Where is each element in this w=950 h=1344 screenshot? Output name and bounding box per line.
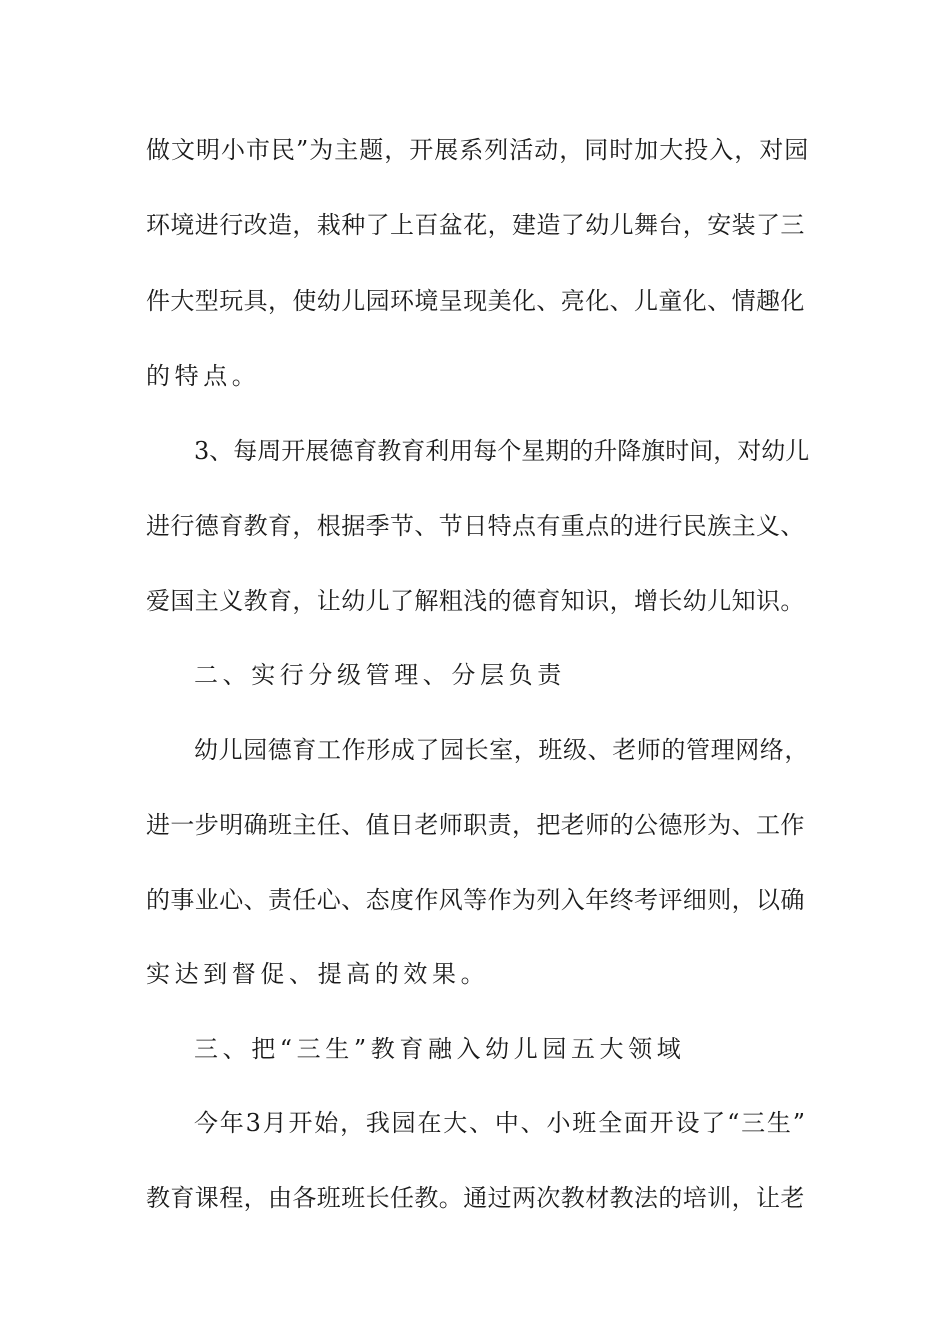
text-line: 爱国主义教育，让幼儿了解粗浅的德育知识，增长幼儿知识。 (146, 587, 805, 615)
paragraph-start-line: 今年3月开始，我园在大、中、小班全面开设了“三生” (194, 1109, 807, 1137)
text-line: 件大型玩具，使幼儿园环境呈现美化、亮化、儿童化、情趣化 (146, 287, 805, 315)
text-line: 做文明小市民”为主题，开展系列活动，同时加大投入，对园 (146, 136, 810, 164)
text-line: 的特点。 (146, 362, 261, 390)
paragraph-start-line: 幼儿园德育工作形成了园长室，班级、老师的管理网络， (194, 736, 809, 764)
text-line: 进一步明确班主任、值日老师职责，把老师的公德形为、工作 (146, 811, 805, 839)
text-line: 教育课程，由各班班长任教。通过两次教材教法的培训，让老 (146, 1184, 805, 1212)
paragraph-start-line: 3、每周开展德育教育利用每个星期的升降旗时间，对幼儿 (194, 437, 810, 465)
section-heading: 三、把“三生”教育融入幼儿园五大领域 (194, 1035, 686, 1063)
text-line: 的事业心、责任心、态度作风等作为列入年终考评细则，以确 (146, 886, 805, 914)
section-heading: 二、实行分级管理、分层负责 (194, 661, 566, 689)
text-line: 进行德育教育，根据季节、节日特点有重点的进行民族主义、 (146, 512, 805, 540)
text-line: 环境进行改造，栽种了上百盆花，建造了幼儿舞台，安装了三 (146, 211, 805, 239)
text-line: 实达到督促、提高的效果。 (146, 960, 490, 988)
